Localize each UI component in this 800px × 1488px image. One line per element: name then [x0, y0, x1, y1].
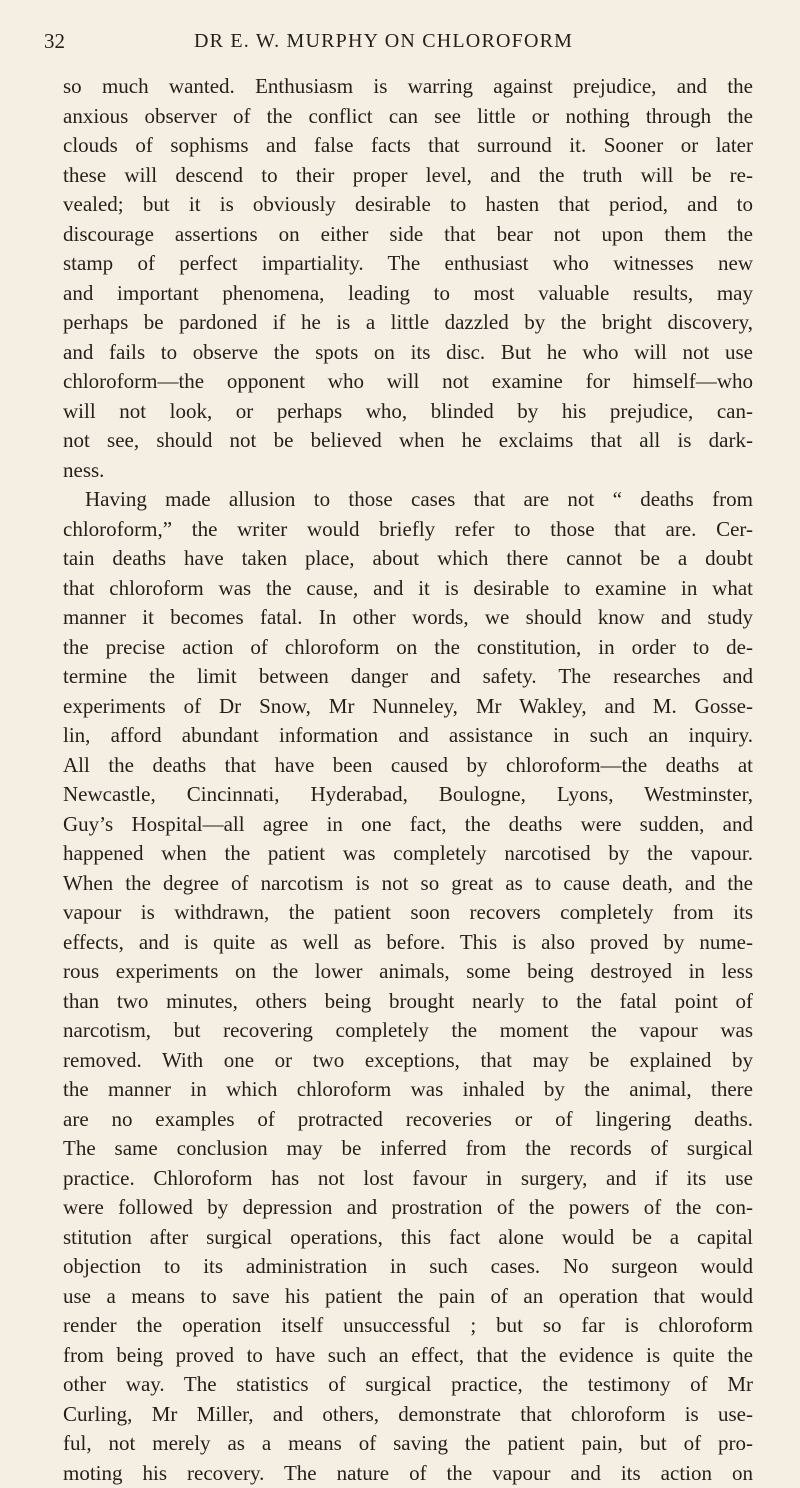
- text-line: The same conclusion may be inferred from the records of surgical: [63, 1134, 753, 1164]
- text-line: experiments of Dr Snow, Mr Nunneley, Mr Wakley, and M. Gosse-: [63, 692, 753, 722]
- text-line: Guy’s Hospital—all agree in one fact, the deaths were sudden, and: [63, 810, 753, 840]
- text-line: All the deaths that have been caused by chloroform—the deaths at: [63, 751, 753, 781]
- text-line: are no examples of protracted recoveries or of lingering deaths.: [63, 1105, 753, 1135]
- text-line: Curling, Mr Miller, and others, demonstrate that chloroform is use-: [63, 1400, 753, 1430]
- text-line: chloroform—the opponent who will not examine for himself—who: [63, 367, 753, 397]
- text-line: anxious observer of the conflict can see little or nothing through the: [63, 102, 753, 132]
- text-line: tain deaths have taken place, about which there cannot be a doubt: [63, 544, 753, 574]
- text-line: clouds of sophisms and false facts that surround it. Sooner or later: [63, 131, 753, 161]
- text-line: these will descend to their proper level, and the truth will be re-: [63, 161, 753, 191]
- text-line: chloroform,” the writer would briefly refer to those that are. Cer-: [63, 515, 753, 545]
- text-line: will not look, or perhaps who, blinded by his prejudice, can-: [63, 397, 753, 427]
- text-line: effects, and is quite as well as before. This is also proved by nume-: [63, 928, 753, 958]
- text-line: narcotism, but recovering completely the moment the vapour was: [63, 1016, 753, 1046]
- text-line: and fails to observe the spots on its disc. But he who will not use: [63, 338, 753, 368]
- text-line: the manner in which chloroform was inhaled by the animal, there: [63, 1075, 753, 1105]
- text-line: practice. Chloroform has not lost favour in surgery, and if its use: [63, 1164, 753, 1194]
- text-line: rous experiments on the lower animals, some being destroyed in less: [63, 957, 753, 987]
- body-text: [63, 72, 753, 1488]
- text-line: stamp of perfect impartiality. The enthusiast who witnesses new: [63, 249, 753, 279]
- text-line: were followed by depression and prostration of the powers of the con-: [63, 1193, 753, 1223]
- text-line: and important phenomena, leading to most valuable results, may: [63, 279, 753, 309]
- text-line: Having made allusion to those cases that are not “ deaths from: [63, 485, 753, 515]
- text-line: vapour is withdrawn, the patient soon recovers completely from its: [63, 898, 753, 928]
- text-line: When the degree of narcotism is not so great as to cause death, and the: [63, 869, 753, 899]
- text-line: lin, afford abundant information and assistance in such an inquiry.: [63, 721, 753, 751]
- text-line: perhaps be pardoned if he is a little dazzled by the bright discovery,: [63, 308, 753, 338]
- running-title: DR E. W. MURPHY ON CHLOROFORM: [194, 26, 573, 56]
- text-line: not see, should not be believed when he exclaims that all is dark-: [63, 426, 753, 456]
- running-header: [44, 26, 740, 56]
- text-line: removed. With one or two exceptions, that may be explained by: [63, 1046, 753, 1076]
- text-line: moting his recovery. The nature of the vapour and its action on: [63, 1459, 753, 1488]
- text-line: other way. The statistics of surgical practice, the testimony of Mr: [63, 1370, 753, 1400]
- text-line: than two minutes, others being brought nearly to the fatal point of: [63, 987, 753, 1017]
- text-line: from being proved to have such an effect, that the evidence is quite the: [63, 1341, 753, 1371]
- text-line: termine the limit between danger and safety. The researches and: [63, 662, 753, 692]
- text-line: that chloroform was the cause, and it is desirable to examine in what: [63, 574, 753, 604]
- text-line: the precise action of chloroform on the constitution, in order to de-: [63, 633, 753, 663]
- text-line: ness.: [63, 456, 753, 486]
- text-line: objection to its administration in such cases. No surgeon would: [63, 1252, 753, 1282]
- text-line: discourage assertions on either side that bear not upon them the: [63, 220, 753, 250]
- text-line: vealed; but it is obviously desirable to hasten that period, and to: [63, 190, 753, 220]
- page-number: 32: [44, 26, 65, 56]
- text-line: Newcastle, Cincinnati, Hyderabad, Boulogne, Lyons, Westminster,: [63, 780, 753, 810]
- text-line: happened when the patient was completely narcotised by the vapour.: [63, 839, 753, 869]
- text-line: manner it becomes fatal. In other words, we should know and study: [63, 603, 753, 633]
- text-line: ful, not merely as a means of saving the patient pain, but of pro-: [63, 1429, 753, 1459]
- text-line: stitution after surgical operations, this fact alone would be a capital: [63, 1223, 753, 1253]
- text-line: use a means to save his patient the pain of an operation that would: [63, 1282, 753, 1312]
- text-line: render the operation itself unsuccessful ; but so far is chloroform: [63, 1311, 753, 1341]
- text-line: so much wanted. Enthusiasm is warring against prejudice, and the: [63, 72, 753, 102]
